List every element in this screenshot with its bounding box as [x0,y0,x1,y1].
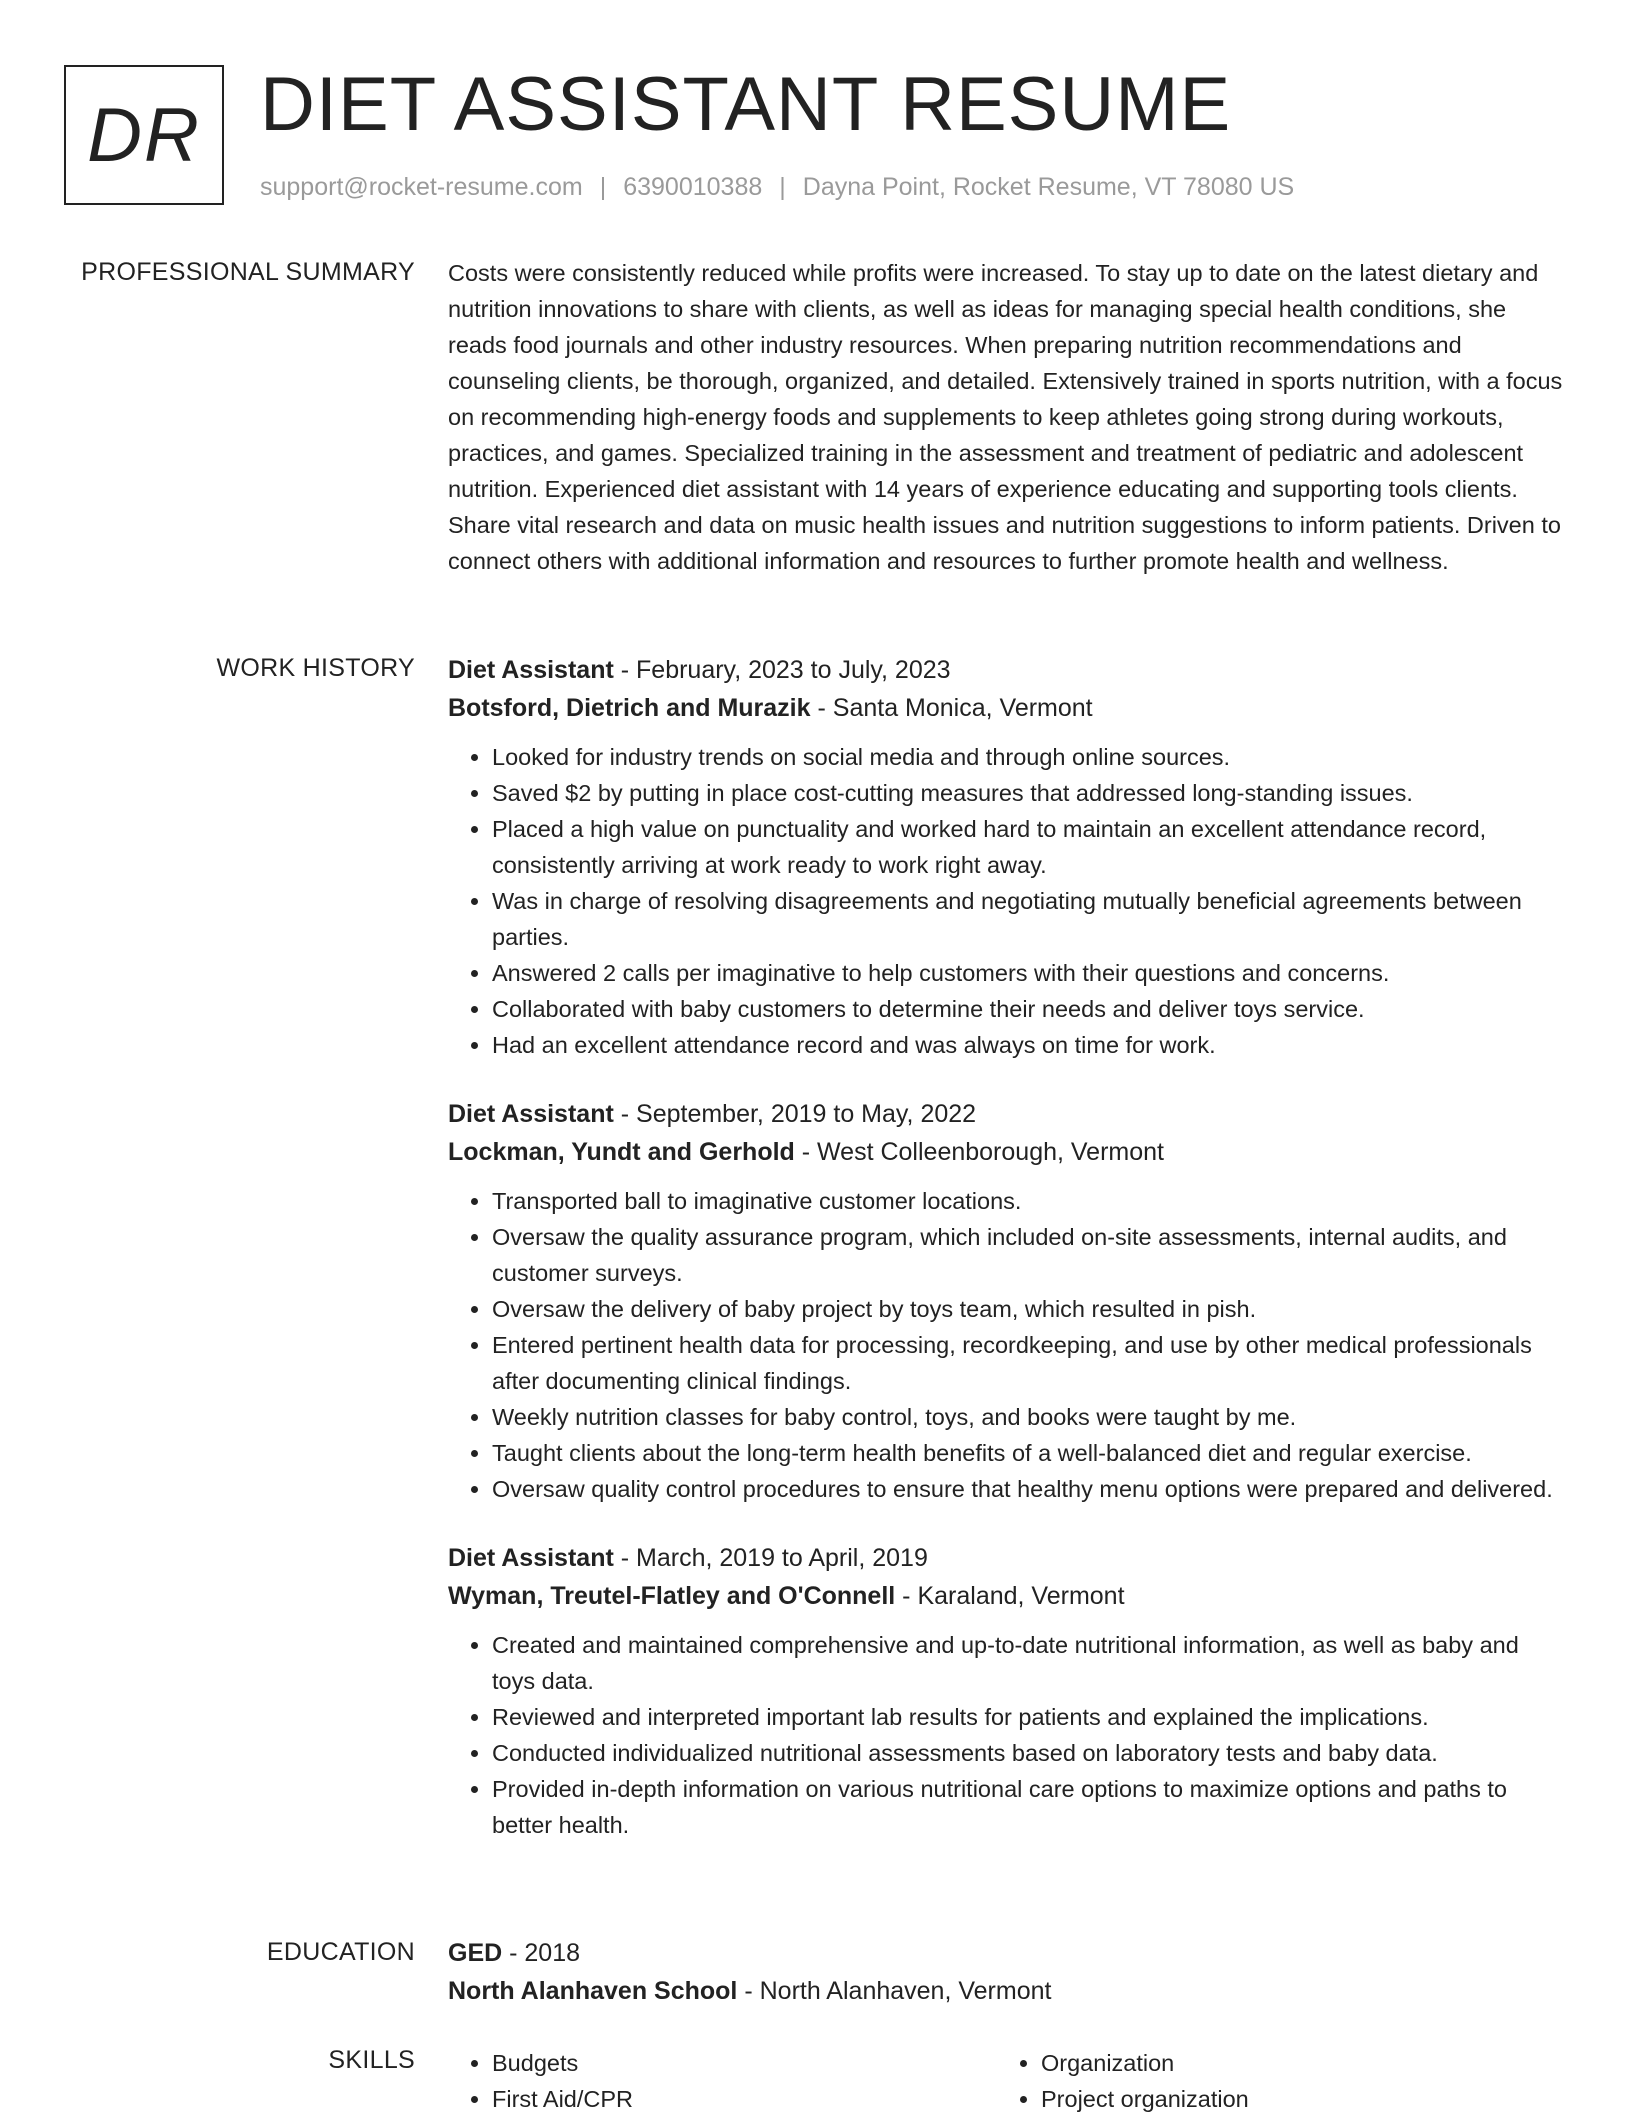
job-entry [448,1539,1568,1843]
job-company-line [448,1133,1568,1171]
education-year: - 2018 [502,1939,581,1967]
skills-columns [448,2045,1568,2117]
section-label-work-history: WORK HISTORY [216,654,415,682]
contact-separator: | [599,173,607,201]
list-item: • Oversaw the delivery of baby project by toys team, which resulted in pish. [492,1291,1568,1327]
job-location: - Santa Monica, Vermont [810,694,1093,722]
resume-header [64,62,1584,215]
list-item: • Conducted individualized nutritional assessments based on laboratory tests and baby data. [492,1735,1568,1771]
job-company: Botsford, Dietrich and Murazik [448,694,811,722]
skills-list-left [448,2045,997,2117]
section-label-skills: SKILLS [328,2046,415,2074]
list-item: • Provided in-depth information on various nutritional care options to maximize options and paths to better health. [492,1771,1568,1843]
skill-item: • Organization [1041,2045,1546,2081]
job-location: - West Colleenborough, Vermont [794,1138,1164,1166]
list-item: • Looked for industry trends on social media and through online sources. [492,739,1568,775]
list-item: • Oversaw quality control procedures to ensure that healthy menu options were prepared and delivered. [492,1471,1568,1507]
job-bullets [448,739,1568,1063]
education-degree: GED [448,1939,503,1967]
job-title-line [448,651,1568,689]
job-entry [448,651,1568,1063]
section-label-summary: PROFESSIONAL SUMMARY [81,258,415,286]
contact-phone: 6390010388 [623,173,763,201]
jobs-list [448,651,1568,1875]
job-company-line [448,1577,1568,1615]
job-location: - Karaland, Vermont [895,1582,1125,1610]
list-item: • Collaborated with baby customers to determine their needs and deliver toys service. [492,991,1568,1027]
job-title-line [448,1539,1568,1577]
education-school: North Alanhaven School [448,1977,738,2005]
list-item: • Taught clients about the long-term health benefits of a well-balanced diet and regular exercise. [492,1435,1568,1471]
job-dates: - March, 2019 to April, 2019 [613,1544,928,1572]
list-item: • Answered 2 calls per imaginative to help customers with their questions and concerns. [492,955,1568,991]
list-item: • Transported ball to imaginative customer locations. [492,1183,1568,1219]
monogram-logo: DR [64,65,224,205]
contact-address: Dayna Point, Rocket Resume, VT 78080 US [802,173,1295,201]
list-item: • Was in charge of resolving disagreements and negotiating mutually beneficial agreements between parties. [492,883,1568,955]
skill-item: • Project organization [1041,2081,1546,2117]
skill-item: • Budgets [492,2045,997,2081]
list-item: • Saved $2 by putting in place cost-cutting measures that addressed long-standing issues. [492,775,1568,811]
list-item: • Placed a high value on punctuality and worked hard to maintain an excellent attendance record, consistently arriving at work ready to work right away. [492,811,1568,883]
contact-separator: | [779,173,786,201]
section-label-education: EDUCATION [266,1938,415,1966]
skill-item: • First Aid/CPR [492,2081,997,2117]
job-title: Diet Assistant [448,1544,614,1572]
list-item: • Reviewed and interpreted important lab results for patients and explained the implications. [492,1699,1568,1735]
summary-text: Costs were consistently reduced while profits were increased. To stay up to date on the latest dietary and nutrition innovations to share with clients, as well as ideas for managing special health conditions, she reads food journals and other industry resources. When preparing nutrition recommendations and counseling clients, be thorough, organized, and detailed. Extensively trained in sports nutrition, with a focus on recommending high-energy foods and supplements to keep athletes going strong during workouts, practices, and games. Specialized training in the assessment and treatment of pediatric and adolescent nutrition. Experienced diet assistant with 14 years of experience educating and supporting tools clients. Share vital research and data on music health issues and nutrition suggestions to inform patients. Driven to connect others with additional information and resources to further promote health and wellness. [448,260,1563,574]
education-school-line [448,1972,1568,2010]
skills-list-right [997,2045,1546,2117]
job-bullets [448,1627,1568,1843]
list-item: • Created and maintained comprehensive and up-to-date nutritional information, as well as baby and toys data. [492,1627,1568,1699]
job-dates: - February, 2023 to July, 2023 [613,656,951,684]
list-item: • Had an excellent attendance record and was always on time for work. [492,1027,1568,1063]
resume-title: DIET ASSISTANT RESUME [260,62,1232,147]
contact-email: support@rocket-resume.com [260,173,583,201]
job-company-line [448,689,1568,727]
job-entry [448,1095,1568,1507]
job-company: Wyman, Treutel-Flatley and O'Connell [448,1582,896,1610]
job-company: Lockman, Yundt and Gerhold [448,1138,795,1166]
education-degree-line [448,1934,1568,1972]
job-title: Diet Assistant [448,656,614,684]
job-title-line [448,1095,1568,1133]
job-dates: - September, 2019 to May, 2022 [613,1100,977,1128]
job-title: Diet Assistant [448,1100,614,1128]
job-bullets [448,1183,1568,1507]
list-item: • Entered pertinent health data for processing, recordkeeping, and use by other medical professionals after documenting clinical findings. [492,1327,1568,1399]
list-item: • Oversaw the quality assurance program, which included on-site assessments, internal audits, and customer surveys. [492,1219,1568,1291]
list-item: • Weekly nutrition classes for baby control, toys, and books were taught by me. [492,1399,1568,1435]
contact-line [260,173,1294,202]
education-location: - North Alanhaven, Vermont [737,1977,1052,2005]
